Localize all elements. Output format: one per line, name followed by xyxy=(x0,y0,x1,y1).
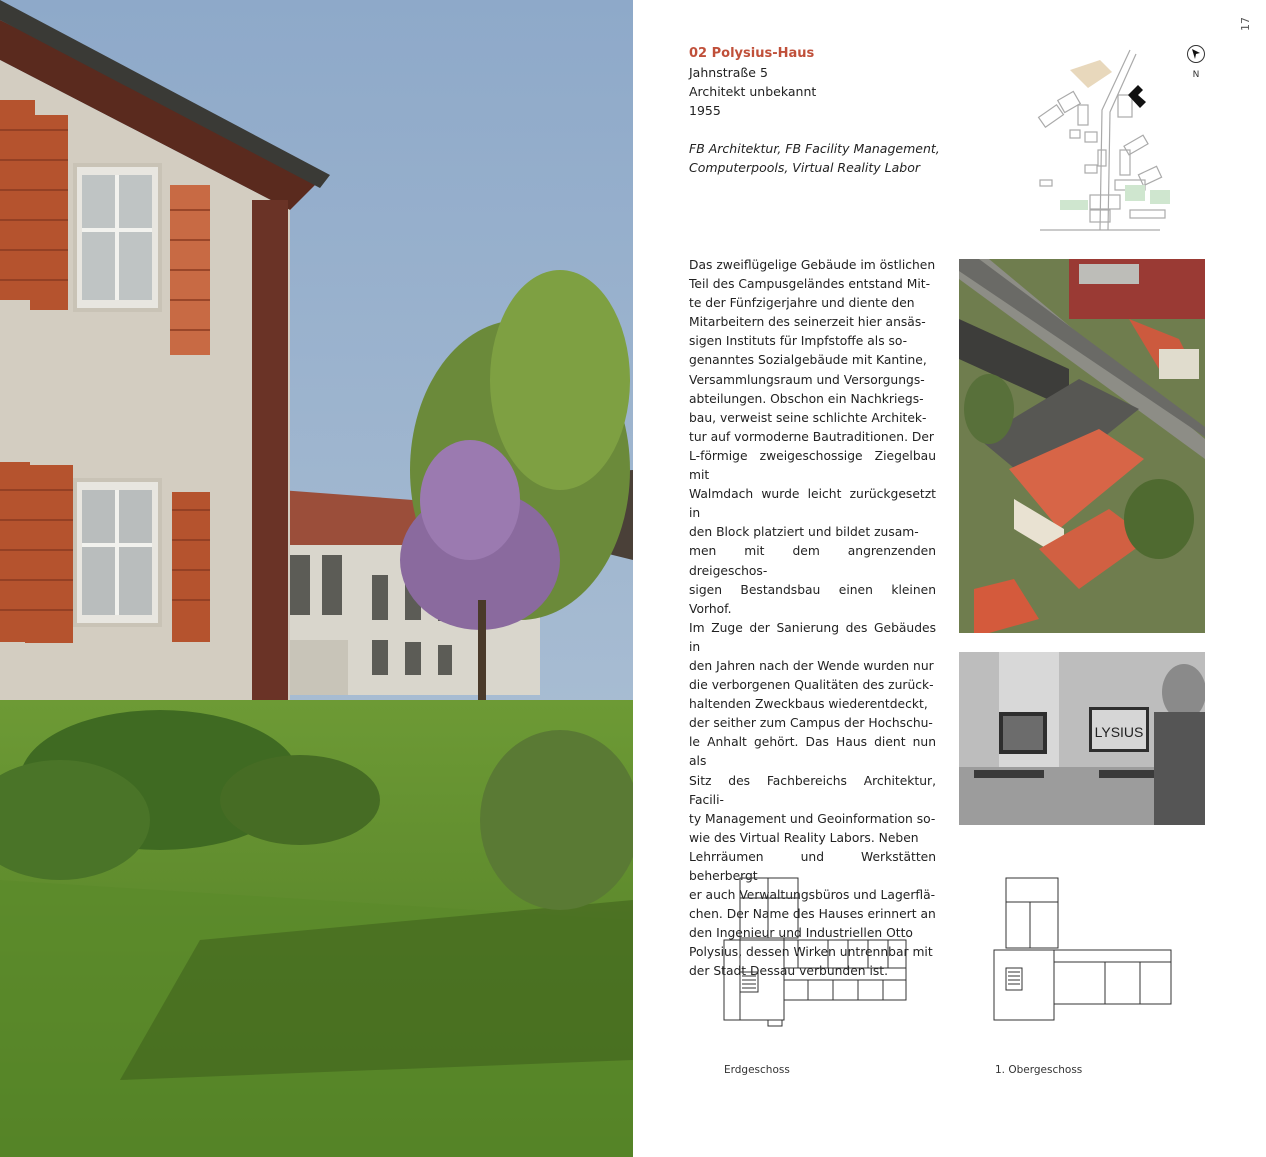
body-line: Mitarbeitern des seinerzeit hier ansäs- xyxy=(689,315,926,330)
body-line: te der Fünfzigerjahre und diente den xyxy=(689,296,915,311)
floor-plan-upper-drawing xyxy=(990,872,1175,1027)
building-address: Jahnstraße 5 xyxy=(689,65,768,80)
body-line: le Anhalt gehört. Das Haus dient nun als xyxy=(689,735,936,769)
page-number: 17 xyxy=(1239,17,1252,31)
building-title: 02 Polysius-Haus xyxy=(689,46,815,61)
lab-photo xyxy=(959,652,1205,825)
floor-plan-ground xyxy=(718,872,913,1027)
body-line: Im Zuge der Sanierung des Gebäudes in xyxy=(689,620,936,654)
building-usage-line-2: Computerpools, Virtual Reality Labor xyxy=(689,160,920,175)
aerial-photo xyxy=(959,259,1205,633)
body-line: der Stadt Dessau verbunden ist. xyxy=(689,964,889,979)
body-line: den Ingenieur und Industriellen Otto xyxy=(689,926,913,941)
body-line: wie des Virtual Reality Labors. Neben xyxy=(689,830,919,845)
north-label: N xyxy=(1192,70,1200,80)
floor-plan-ground-drawing xyxy=(718,872,913,1027)
body-line: sigen Bestandsbau einen kleinen Vorhof. xyxy=(689,582,936,616)
body-line: den Block platziert und bildet zusam- xyxy=(689,525,919,540)
body-line: men mit dem angrenzenden dreigeschos- xyxy=(689,544,936,578)
body-line: abteilungen. Obschon ein Nachkriegs- xyxy=(689,391,924,406)
body-line: ty Management und Geoinformation so- xyxy=(689,811,936,826)
site-plan xyxy=(1030,40,1220,240)
body-line: bau, verweist seine schlichte Architek- xyxy=(689,410,927,425)
building-usage-line-1: FB Architektur, FB Facility Management, xyxy=(689,141,940,156)
north-arrow-icon xyxy=(1186,44,1206,64)
body-line: Teil des Campusgeländes entstand Mit- xyxy=(689,277,931,292)
body-line: genanntes Sozialgebäude mit Kantine, xyxy=(689,353,927,368)
body-line: Das zweiflügelige Gebäude im östlichen xyxy=(689,258,936,272)
body-line: Lehrräumen und Werkstätten beherbergt xyxy=(689,849,936,883)
body-line: Walmdach wurde leicht zurückgesetzt in xyxy=(689,487,936,521)
lab-photo-illustration xyxy=(959,652,1205,825)
body-line: sigen Instituts für Impfstoffe als so- xyxy=(689,334,908,349)
building-info xyxy=(689,44,1009,177)
floor-plan-ground-caption: Erdgeschoss xyxy=(724,1064,790,1076)
building-year: 1955 xyxy=(689,103,721,118)
body-line: Versammlungsraum und Versorgungs- xyxy=(689,372,925,387)
body-line: Polysius, dessen Wirken untrennbar mit xyxy=(689,945,933,960)
body-line: er auch Verwaltungsbüros und Lagerflä- xyxy=(689,888,936,903)
body-line: haltenden Zweckbaus wiederentdeckt, xyxy=(689,697,928,712)
body-line: chen. Der Name des Hauses erinnert an xyxy=(689,907,936,922)
aerial-photo-illustration xyxy=(959,259,1205,633)
building-architect: Architekt unbekannt xyxy=(689,84,817,99)
north-arrow xyxy=(1184,44,1208,80)
body-line: der seither zum Campus der Hochschu- xyxy=(689,716,933,731)
lab-screen-text: LYSIUS xyxy=(1094,724,1144,740)
body-line: den Jahren nach der Wende wurden nur xyxy=(689,658,934,673)
body-line: die verborgenen Qualitäten des zurück- xyxy=(689,678,934,693)
floor-plan-upper-caption: 1. Obergeschoss xyxy=(995,1064,1083,1076)
body-line: L-förmige zweigeschossige Ziegelbau mit xyxy=(689,448,936,483)
body-line: tur auf vormoderne Bautraditionen. Der xyxy=(689,429,934,444)
floor-plan-upper xyxy=(990,872,1175,1027)
body-line: Sitz des Fachbereichs Architektur, Facili- xyxy=(689,773,936,807)
